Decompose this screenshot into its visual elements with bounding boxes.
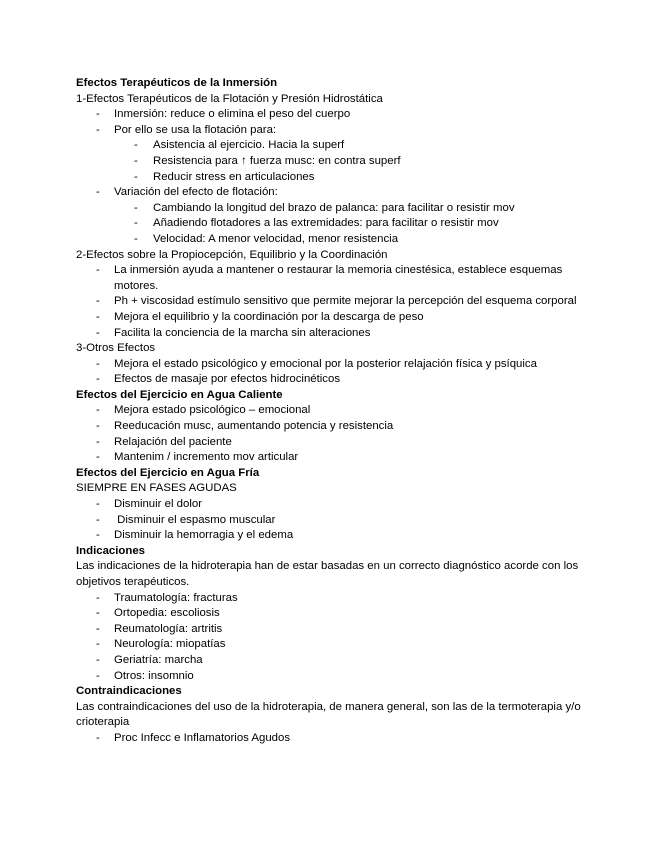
list-item: - Variación del efecto de flotación: bbox=[76, 185, 586, 201]
heading-efectos-inmersion: Efectos Terapéuticos de la Inmersión bbox=[76, 77, 278, 89]
sub-list-item: - Cambiando la longitud del brazo de palanca: para facilitar o resistir mov bbox=[76, 201, 586, 217]
section-2-title: 2-Efectos sobre la Propiocepción, Equilibrio y la Coordinación bbox=[76, 248, 388, 261]
list-item: - Otros: insomnio bbox=[76, 669, 586, 685]
sub-list-item: - Resistencia para ↑ fuerza musc: en contra superf bbox=[76, 154, 586, 170]
list-item: - Disminuir la hemorragia y el edema bbox=[76, 528, 586, 544]
bullet-dash: - bbox=[134, 201, 138, 214]
bullet-dash: - bbox=[96, 326, 100, 339]
list-item: - Ortopedia: escoliosis bbox=[76, 606, 586, 622]
indicaciones-intro: Las indicaciones de la hidroterapia han de estar basadas en un correcto diagnóstico acorde con los objetivos terapéuticos. bbox=[76, 560, 579, 588]
bullet-dash: - bbox=[96, 420, 100, 433]
bullet-dash: - bbox=[96, 264, 100, 277]
bullet-dash: - bbox=[96, 123, 100, 136]
fases-agudas-note: SIEMPRE EN FASES AGUDAS bbox=[76, 482, 237, 495]
list-item: - Neurología: miopatías bbox=[76, 637, 586, 653]
list-item: - Mejora estado psicológico – emocional bbox=[76, 403, 586, 419]
bullet-dash: - bbox=[96, 653, 100, 666]
list-item: - Ph + viscosidad estímulo sensitivo que permite mejorar la percepción del esquema corporal bbox=[76, 294, 586, 310]
bullet-dash: - bbox=[96, 186, 100, 199]
sub-list-item: - Velocidad: A menor velocidad, menor resistencia bbox=[76, 232, 586, 248]
bullet-dash: - bbox=[134, 170, 138, 183]
bullet-dash: - bbox=[96, 731, 100, 744]
list-item: - Mejora el estado psicológico y emocional por la posterior relajación física y psíquica bbox=[76, 357, 586, 373]
heading-agua-fria: Efectos del Ejercicio en Agua Fría bbox=[76, 466, 260, 479]
bullet-dash: - bbox=[96, 451, 100, 464]
bullet-dash: - bbox=[96, 622, 100, 635]
list-item: - Disminuir el espasmo muscular bbox=[76, 513, 586, 529]
list-item: - Proc Infecc e Inflamatorios Agudos bbox=[76, 731, 586, 747]
list-item: - Disminuir el dolor bbox=[76, 497, 586, 513]
heading-agua-caliente: Efectos del Ejercicio en Agua Caliente bbox=[76, 388, 283, 401]
section-1-title: 1-Efectos Terapéuticos de la Flotación y Presión Hidrostática bbox=[76, 92, 383, 105]
heading-contraindicaciones: Contraindicaciones bbox=[76, 685, 182, 698]
sub-list-item: - Añadiendo flotadores a las extremidades: para facilitar o resistir mov bbox=[76, 216, 586, 232]
bullet-dash: - bbox=[96, 513, 100, 526]
list-item: - Inmersión: reduce o elimina el peso del cuerpo bbox=[76, 107, 586, 123]
list-item: - Geriatría: marcha bbox=[76, 653, 586, 669]
list-item: - La inmersión ayuda a mantener o restaurar la memoria cinestésica, establece esquemas motores. bbox=[96, 264, 563, 292]
bullet-dash: - bbox=[96, 108, 100, 121]
bullet-dash: - bbox=[134, 217, 138, 230]
bullet-dash: - bbox=[96, 295, 100, 308]
heading-indicaciones: Indicaciones bbox=[76, 544, 146, 557]
list-item: - Traumatología: fracturas bbox=[76, 591, 586, 607]
document-content bbox=[76, 76, 586, 747]
bullet-dash: - bbox=[96, 591, 100, 604]
bullet-dash: - bbox=[134, 154, 138, 167]
bullet-dash: - bbox=[96, 373, 100, 386]
contraindicaciones-intro: Las contraindicaciones del uso de la hidroterapia, de manera general, son las de la termoterapia y/o crioterapia bbox=[76, 700, 581, 729]
bullet-dash: - bbox=[96, 638, 100, 651]
bullet-dash: - bbox=[96, 435, 100, 448]
bullet-dash: - bbox=[96, 498, 100, 511]
sub-list-item: - Reducir stress en articulaciones bbox=[76, 170, 586, 186]
list-item: - Reumatología: artritis bbox=[76, 622, 586, 638]
list-item: - Reeducación musc, aumentando potencia y resistencia bbox=[76, 419, 586, 435]
sub-list-item: - Asistencia al ejercicio. Hacia la superf bbox=[76, 138, 586, 154]
list-item: - Efectos de masaje por efectos hidrocinéticos bbox=[76, 372, 586, 388]
list-item: - Relajación del paciente bbox=[76, 435, 586, 451]
list-item: - Mejora el equilibrio y la coordinación por la descarga de peso bbox=[76, 310, 586, 326]
bullet-dash: - bbox=[96, 669, 100, 682]
bullet-dash: - bbox=[96, 357, 100, 370]
bullet-dash: - bbox=[96, 607, 100, 620]
list-item: - Por ello se usa la flotación para: bbox=[76, 123, 586, 139]
list-item: - Facilita la conciencia de la marcha sin alteraciones bbox=[76, 326, 586, 342]
bullet-dash: - bbox=[134, 139, 138, 152]
bullet-dash: - bbox=[134, 232, 138, 245]
section-3-title: 3-Otros Efectos bbox=[76, 342, 156, 355]
bullet-dash: - bbox=[96, 310, 100, 323]
bullet-dash: - bbox=[96, 529, 100, 542]
list-item: - Mantenim / incremento mov articular bbox=[76, 450, 586, 466]
bullet-dash: - bbox=[96, 404, 100, 417]
